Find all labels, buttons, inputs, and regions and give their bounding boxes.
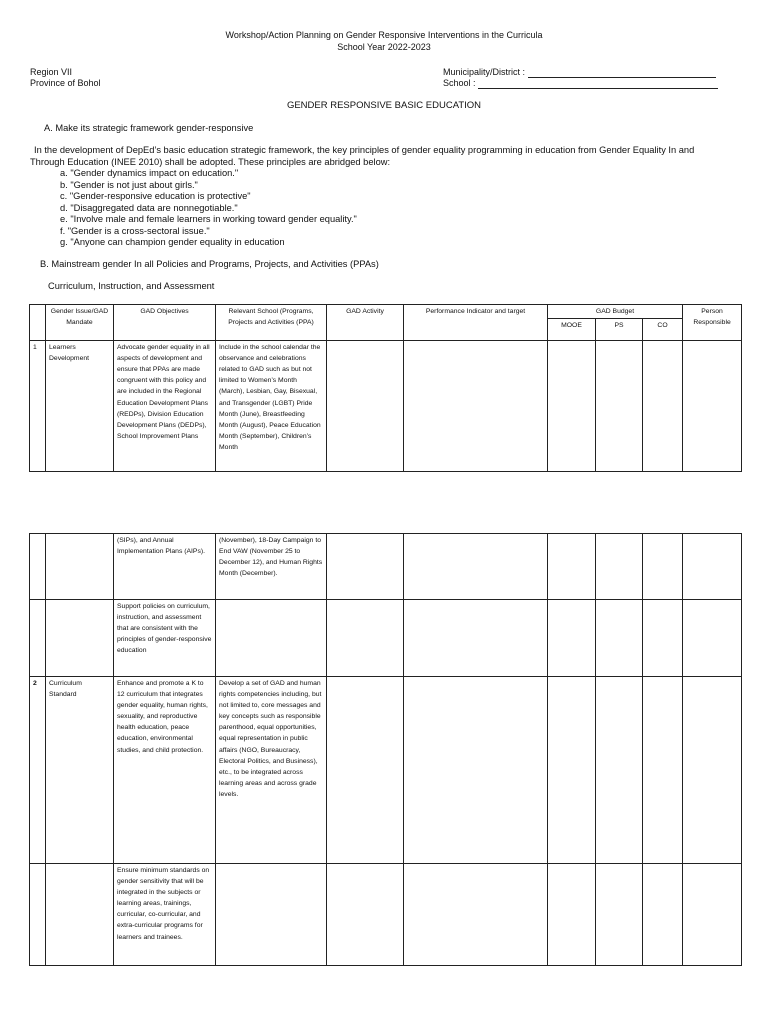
ps-cell[interactable] bbox=[596, 341, 643, 472]
activity-cell[interactable] bbox=[327, 534, 404, 600]
ps-cell[interactable] bbox=[596, 677, 643, 864]
table-row bbox=[30, 534, 742, 600]
mooe-cell[interactable] bbox=[548, 677, 596, 864]
ppa-cell bbox=[216, 864, 327, 966]
region-label: Region VII bbox=[30, 67, 73, 77]
objective-cell: Ensure minimum standards on gender sensitivity that will be integrated in the subjects or learning areas, trainings, curricular, co-curricular, and extra-curricular programs for learners and trainees. bbox=[114, 864, 216, 966]
principle-item: b. "Gender is not just about girls." bbox=[60, 179, 198, 190]
gad-plan-table-continued bbox=[29, 533, 742, 966]
objective-cell: Advocate gender equality in all aspects of development and ensure that PPAs are made congruent with this policy and are included in the Regional Education Development Plans (REDPs), Division Education Development Plans (DEDPs), School Improvement Plans bbox=[114, 341, 216, 472]
header-budget: GAD Budget bbox=[548, 305, 683, 319]
ps-cell[interactable] bbox=[596, 600, 643, 677]
person-cell[interactable] bbox=[683, 341, 742, 472]
ppa-cell bbox=[216, 600, 327, 677]
school-year: School Year 2022-2023 bbox=[337, 42, 431, 52]
school-label: School : bbox=[443, 78, 476, 88]
intro-line-1: In the development of DepEd’s basic education strategic framework, the key principles of gender equality programming in education from Gender Equality In and bbox=[34, 145, 695, 155]
table-row bbox=[30, 341, 742, 472]
co-cell[interactable] bbox=[643, 677, 683, 864]
person-cell[interactable] bbox=[683, 677, 742, 864]
gender-issue-cell: Learners Development bbox=[46, 341, 114, 472]
co-cell[interactable] bbox=[643, 534, 683, 600]
table-row bbox=[30, 677, 742, 864]
document-title: Workshop/Action Planning on Gender Responsive Interventions in the Curricula bbox=[225, 30, 543, 40]
table-row bbox=[30, 864, 742, 966]
header-num bbox=[30, 305, 46, 341]
header-objectives: GAD Objectives bbox=[114, 305, 216, 341]
part-b-subheading: Curriculum, Instruction, and Assessment bbox=[48, 281, 215, 291]
activity-cell[interactable] bbox=[327, 600, 404, 677]
mooe-cell[interactable] bbox=[548, 534, 596, 600]
ppa-cell: (November), 18-Day Campaign to End VAW (November 25 to December 12), and Human Rights Month (December). bbox=[216, 534, 327, 600]
gender-issue-cell: Curriculum Standard bbox=[46, 677, 114, 864]
objective-cell: Enhance and promote a K to 12 curriculum that integrates gender equality, human rights, sexuality, and reproductive health education, peace education, environmental studies, and child protection. bbox=[114, 677, 216, 864]
mooe-cell[interactable] bbox=[548, 600, 596, 677]
co-cell[interactable] bbox=[643, 600, 683, 677]
header-mooe: MOOE bbox=[548, 319, 596, 341]
header-activity: GAD Activity bbox=[327, 305, 404, 341]
header-relevant-ppa: Relevant School (Programs, Projects and Activities (PPA) bbox=[216, 305, 327, 341]
ppa-cell: Include in the school calendar the observance and celebrations related to GAD such as but not limited to Women’s Month (March), Lesbian, Gay, Bisexual, and Transgender (LGBT) Pride Month (June), Breastfeeding Month (August), Peace Education Month (September), Children’s Month bbox=[216, 341, 327, 472]
objective-cell: Support policies on curriculum, instruction, and assessment that are consistent with the principles of gender-responsive education bbox=[114, 600, 216, 677]
principle-item: g. "Anyone can champion gender equality in education bbox=[60, 237, 285, 247]
co-cell[interactable] bbox=[643, 341, 683, 472]
row-number: 2 bbox=[30, 677, 46, 864]
gender-issue-cell bbox=[46, 534, 114, 600]
row-number bbox=[30, 864, 46, 966]
activity-cell[interactable] bbox=[327, 677, 404, 864]
indicator-cell[interactable] bbox=[404, 864, 548, 966]
principle-item: c. "Gender-responsive education is protective" bbox=[60, 191, 251, 201]
table-row bbox=[30, 600, 742, 677]
province-label: Province of Bohol bbox=[30, 78, 101, 88]
person-cell[interactable] bbox=[683, 534, 742, 600]
header-person: Person Responsible bbox=[683, 305, 742, 341]
row-number bbox=[30, 600, 46, 677]
row-number: 1 bbox=[30, 341, 46, 472]
part-b-heading: B. Mainstream gender In all Policies and Programs, Projects, and Activities (PPAs) bbox=[40, 259, 379, 269]
indicator-cell[interactable] bbox=[404, 600, 548, 677]
header-co: CO bbox=[643, 319, 683, 341]
municipality-field[interactable] bbox=[443, 67, 733, 78]
indicator-cell[interactable] bbox=[404, 341, 548, 472]
gender-issue-cell bbox=[46, 864, 114, 966]
activity-cell[interactable] bbox=[327, 341, 404, 472]
part-a-heading: A. Make its strategic framework gender-responsive bbox=[44, 123, 254, 133]
person-cell[interactable] bbox=[683, 864, 742, 966]
ps-cell[interactable] bbox=[596, 864, 643, 966]
co-cell[interactable] bbox=[643, 864, 683, 966]
principle-item: d. "Disaggregated data are nonnegotiable." bbox=[60, 202, 238, 213]
header-ps: PS bbox=[596, 319, 643, 341]
section-title: GENDER RESPONSIVE BASIC EDUCATION bbox=[286, 100, 482, 111]
activity-cell[interactable] bbox=[327, 864, 404, 966]
principle-item: e. "Involve male and female learners in working toward gender equality." bbox=[60, 214, 357, 224]
principle-item: a. "Gender dynamics impact on education." bbox=[60, 168, 239, 178]
gad-plan-table bbox=[29, 304, 742, 472]
school-field[interactable] bbox=[443, 78, 733, 89]
person-cell[interactable] bbox=[683, 600, 742, 677]
header-gender-issue: Gender Issue/GAD Mandate bbox=[46, 305, 114, 341]
indicator-cell[interactable] bbox=[404, 677, 548, 864]
school-blank bbox=[478, 79, 718, 89]
mooe-cell[interactable] bbox=[548, 864, 596, 966]
municipality-blank bbox=[528, 68, 716, 78]
gender-issue-cell bbox=[46, 600, 114, 677]
mooe-cell[interactable] bbox=[548, 341, 596, 472]
header-indicator: Performance Indicator and target bbox=[404, 305, 548, 341]
principle-item: f. "Gender is a cross-sectoral issue." bbox=[60, 225, 210, 236]
intro-line-2: Through Education (INEE 2010) shall be adopted. These principles are abridged below: bbox=[30, 157, 391, 167]
municipality-label: Municipality/District : bbox=[443, 67, 526, 77]
objective-cell: (SIPs), and Annual Implementation Plans (AIPs). bbox=[114, 534, 216, 600]
ppa-cell: Develop a set of GAD and human rights competencies including, but not limited to, core messages and key concepts such as responsible parenthood, equal opportunities, equal representation in public affairs (NGO, Bureaucracy, Electoral Politics, and Business), etc., to be integrated across learning areas and across grade levels. bbox=[216, 677, 327, 864]
row-number bbox=[30, 534, 46, 600]
indicator-cell[interactable] bbox=[404, 534, 548, 600]
principles-list bbox=[60, 168, 357, 249]
ps-cell[interactable] bbox=[596, 534, 643, 600]
